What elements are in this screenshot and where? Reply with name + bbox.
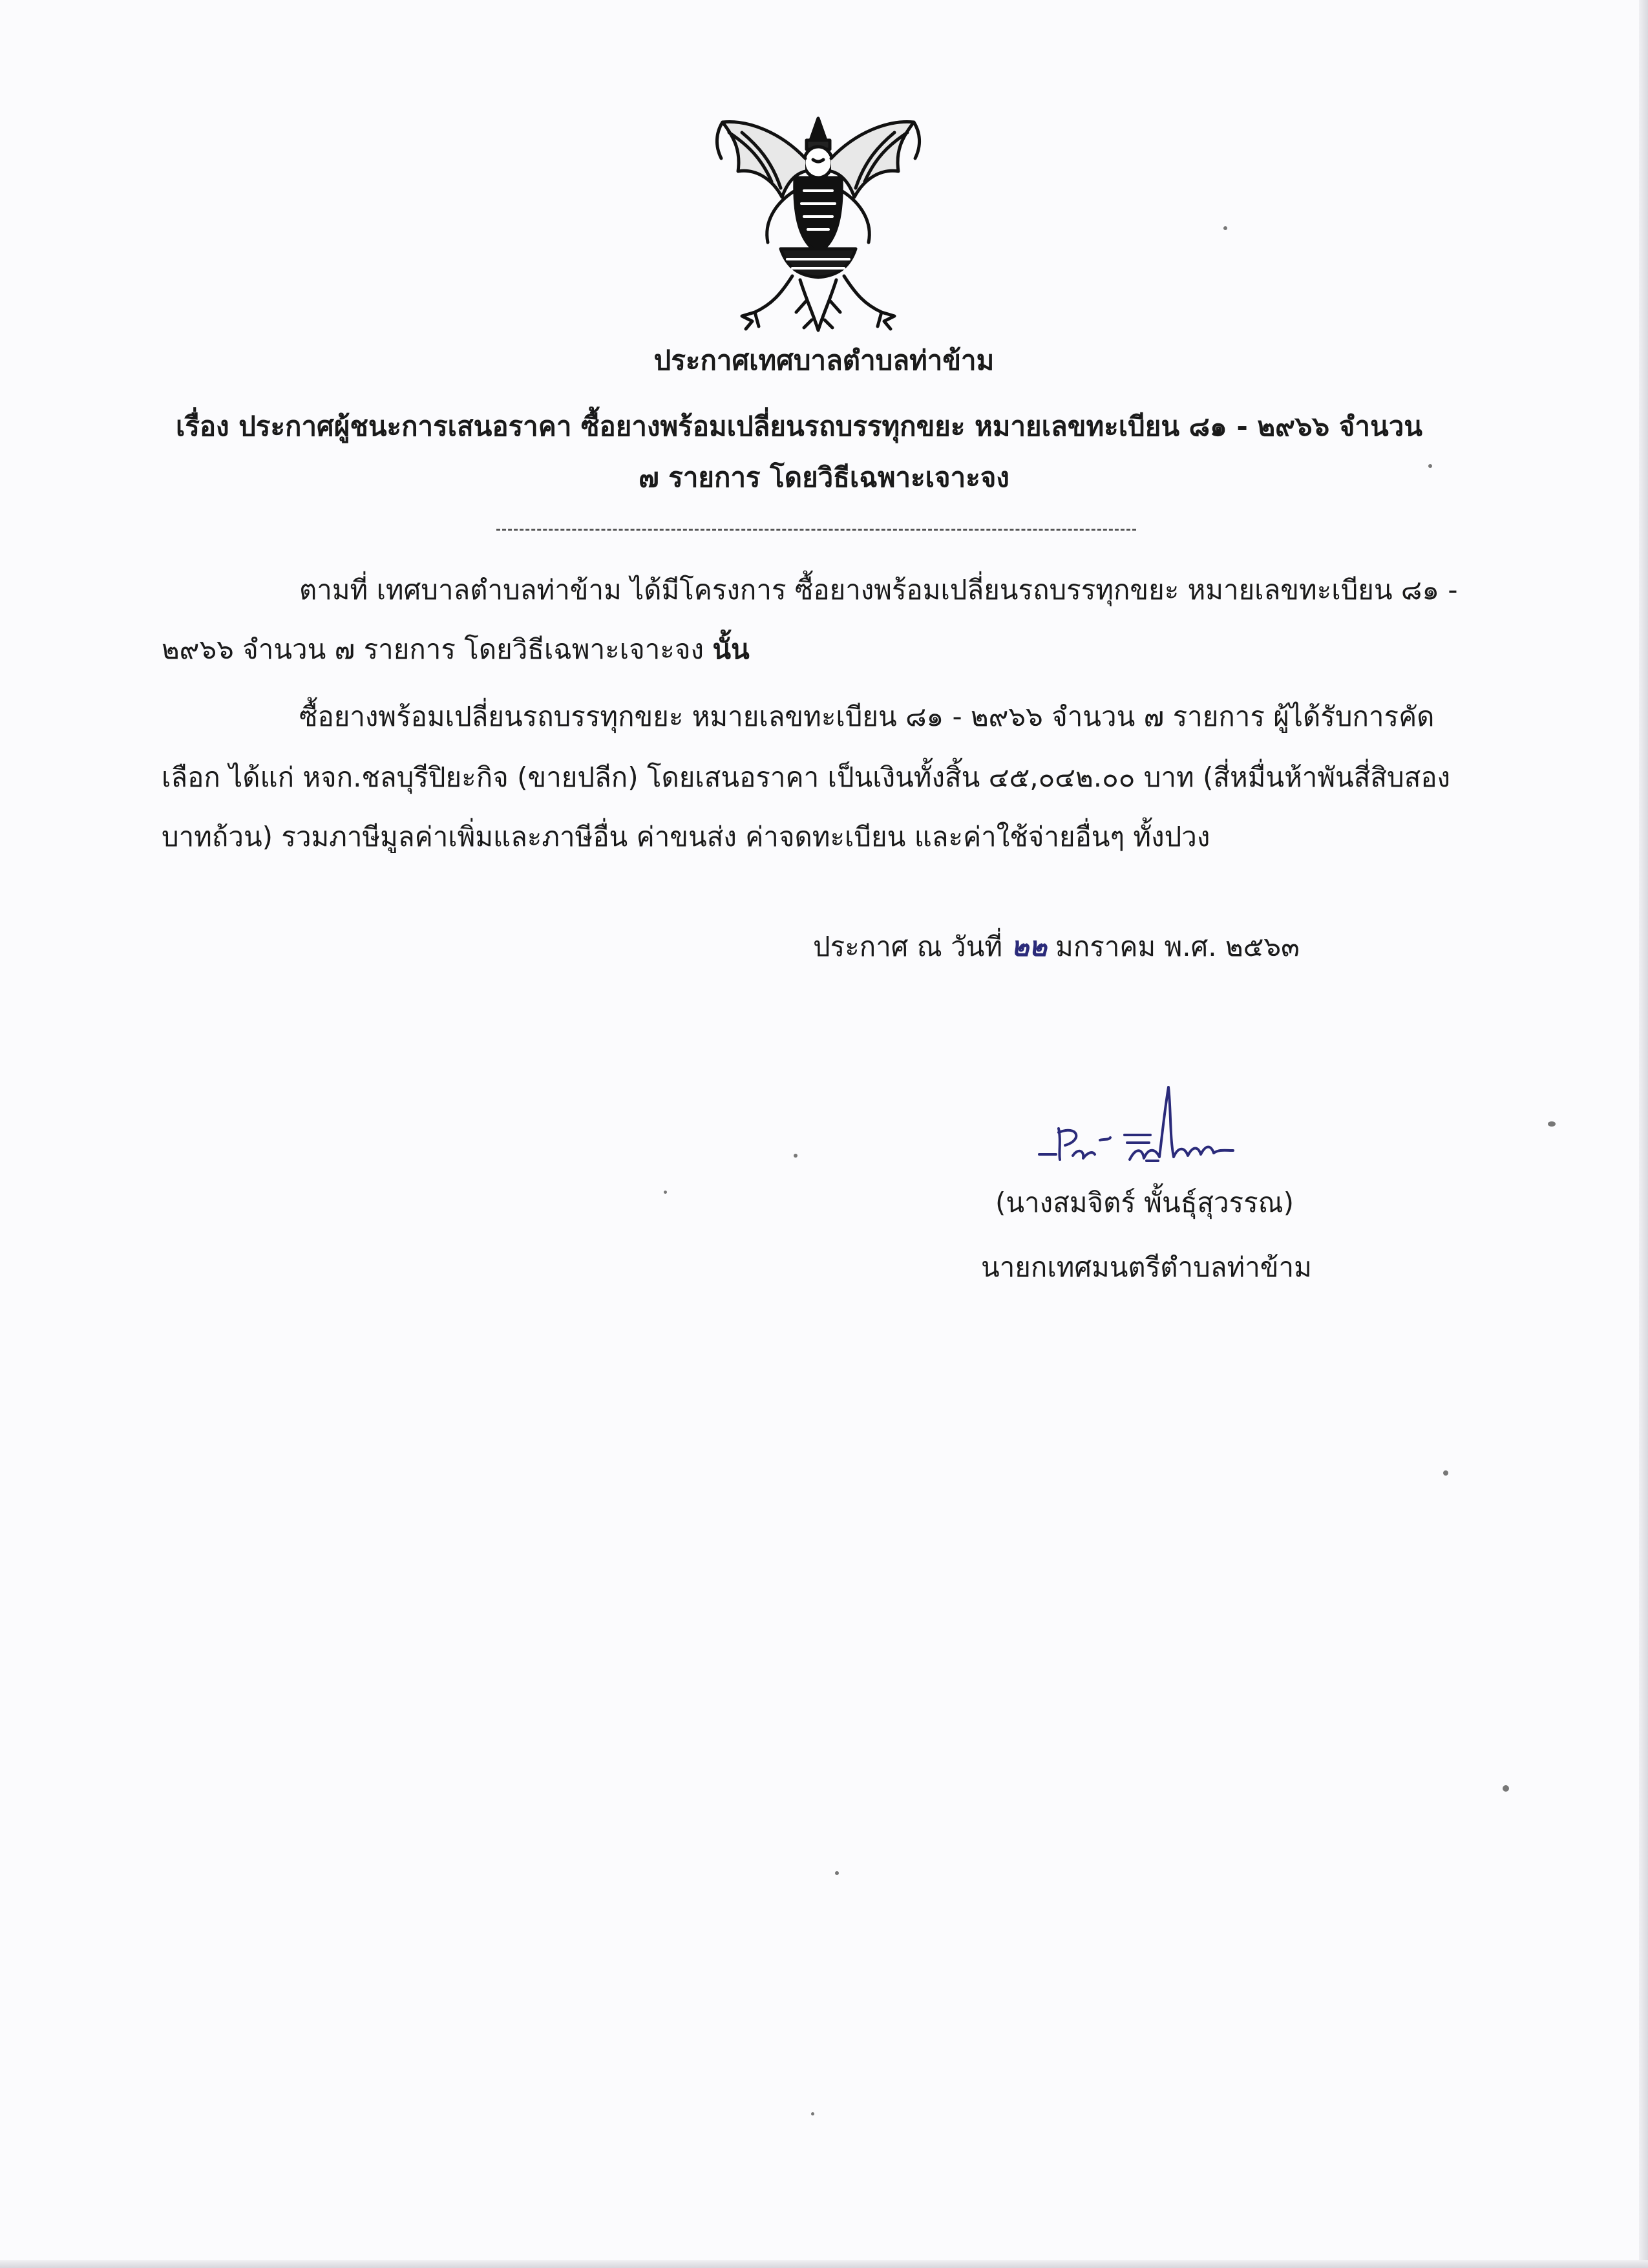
- garuda-emblem-icon: [710, 107, 927, 339]
- paragraph-1-line-1: [299, 569, 1458, 611]
- announce-date: [813, 926, 1300, 968]
- scan-speck: [1223, 226, 1227, 230]
- text-segment: นั้น: [712, 633, 750, 665]
- subject-line-2: ๗ รายการ โดยวิธีเฉพาะเจาะจง: [639, 461, 1009, 493]
- paragraph-2-line-2: [162, 756, 1450, 799]
- scan-speck: [811, 2112, 814, 2115]
- announce-day: ๒๒: [1011, 931, 1047, 962]
- text-segment: ซื้อยางพร้อมเปลี่ยนรถบรรทุกขยะ หมายเลขทะเบียน ๘๑ - ๒๙๖๖ จำนวน ๗ รายการ: [299, 701, 1274, 732]
- text-segment: ๔๕,๐๔๒.๐๐ บาท (สี่หมื่นห้าพันสี่สิบสอง: [980, 761, 1451, 793]
- scan-speck: [1443, 1470, 1448, 1476]
- text-segment: รวมภาษีมูลค่าเพิ่มและภาษีอื่น ค่าขนส่ง ค่าจดทะเบียน และค่าใช้จ่ายอื่นๆ ทั้งปวง: [281, 821, 1210, 853]
- text-segment: บาทถ้วน): [162, 821, 282, 853]
- text-segment: ๒๙๖๖ จำนวน ๗ รายการ โดยวิธีเฉพาะเจาะจง: [162, 633, 713, 665]
- scan-speck: [1428, 464, 1432, 468]
- scan-edge: [1639, 0, 1648, 2268]
- text-segment: โดยเสนอราคา เป็นเงินทั้งสิ้น: [646, 761, 980, 793]
- paragraph-2-line-1: [299, 695, 1434, 738]
- handwritten-signature-icon: [1033, 1078, 1252, 1175]
- subject-line-1: เรื่อง ประกาศผู้ชนะการเสนอราคา ซื้อยางพร้อมเปลี่ยนรถบรรทุกขยะ หมายเลขทะเบียน ๘๑ - ๒๙๖๖ จำนวน: [176, 410, 1422, 442]
- paragraph-2-line-3: [162, 816, 1210, 858]
- paragraph-1-line-2: [162, 628, 750, 671]
- announce-prefix: ประกาศ ณ วันที่: [813, 931, 1011, 962]
- scan-speck: [1548, 1121, 1556, 1127]
- scan-speck: [835, 1871, 839, 1875]
- text-segment: ตามที่ เทศบาลตำบลท่าข้าม: [299, 574, 631, 606]
- text-segment: เลือก ได้แก่ หจก.ชลบุรีปิยะกิจ (ขายปลีก): [162, 761, 647, 793]
- scan-edge: [0, 2260, 1648, 2268]
- scan-speck: [1503, 1785, 1509, 1792]
- signer-position: นายกเทศมนตรีตำบลท่าข้าม: [981, 1251, 1312, 1283]
- page-title: ประกาศเทศบาลตำบลท่าข้าม: [653, 344, 995, 376]
- scan-speck: [664, 1191, 667, 1194]
- scan-speck: [794, 1154, 798, 1158]
- divider: [496, 529, 1136, 531]
- text-segment: ผู้ได้รับการคัด: [1273, 701, 1435, 732]
- text-segment: ได้มีโครงการ ซื้อยางพร้อมเปลี่ยนรถบรรทุกขยะ หมายเลขทะเบียน ๘๑ -: [630, 574, 1458, 606]
- signer-name: (นางสมจิตร์ พั้นธุ์สุวรรณ): [995, 1187, 1294, 1218]
- announce-suffix: มกราคม พ.ศ. ๒๕๖๓: [1046, 931, 1300, 962]
